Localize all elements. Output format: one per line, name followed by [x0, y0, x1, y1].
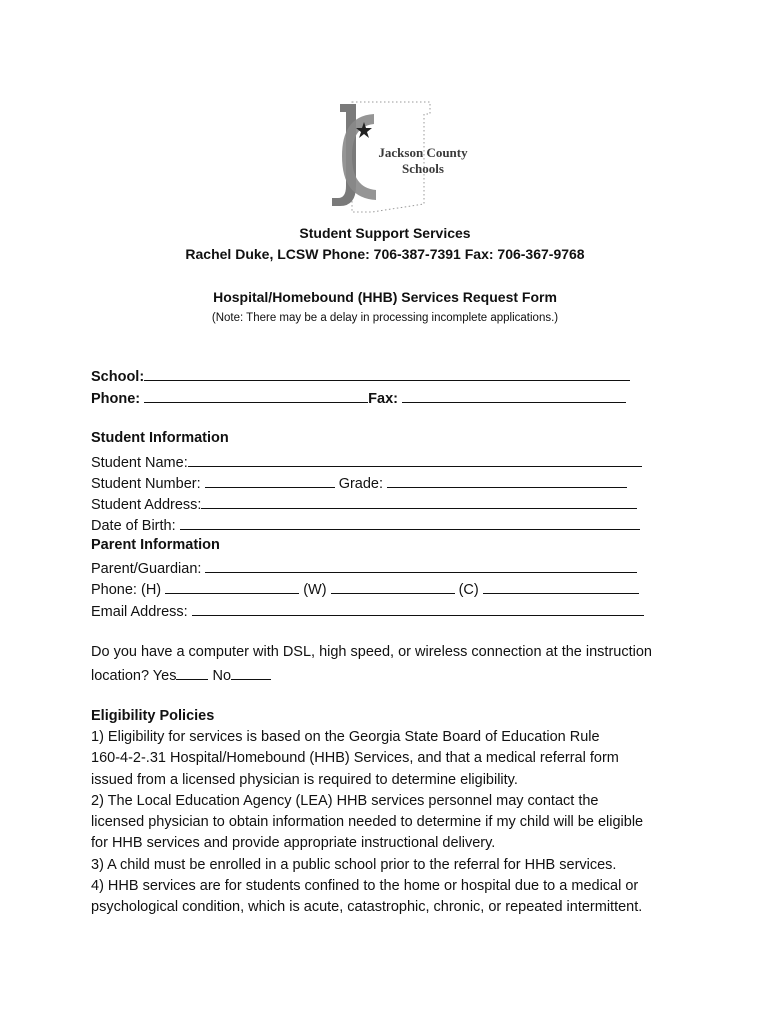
school-phone-row	[91, 388, 626, 407]
eligibility-line: licensed physician to obtain information needed to determine if my child will be eligible	[91, 814, 644, 831]
eligibility-line: issued from a licensed physician is required to determine eligibility.	[91, 771, 518, 788]
student-name-row	[91, 452, 642, 471]
logo-line-1: Jackson County	[378, 145, 468, 160]
school-fax-field[interactable]	[402, 388, 626, 403]
logo-line-2: Schools	[402, 161, 444, 176]
eligibility-line: 1) Eligibility for services is based on the Georgia State Board of Education Rule	[91, 729, 600, 745]
school-row	[91, 366, 630, 385]
logo-text	[378, 145, 468, 177]
student-number-label: Student Number:	[91, 476, 201, 492]
computer-question-line-2	[91, 665, 271, 684]
dob-label: Date of Birth:	[91, 518, 176, 534]
parent-info-heading: Parent Information	[91, 537, 220, 553]
home-phone-field[interactable]	[165, 579, 299, 594]
email-label: Email Address:	[91, 604, 188, 620]
no-field[interactable]	[231, 665, 271, 680]
eligibility-line: psychological condition, which is acute, catastrophic, chronic, or repeated intermittent.	[91, 899, 643, 916]
computer-question-yes-label: location? Yes	[91, 668, 177, 684]
school-fax-label: Fax:	[368, 391, 398, 407]
school-phone-label: Phone:	[91, 391, 141, 407]
yes-field[interactable]	[176, 665, 208, 680]
school-field[interactable]	[144, 366, 630, 381]
eligibility-line: 3) A child must be enrolled in a public school prior to the referral for HHB services.	[91, 856, 617, 873]
school-label: School:	[91, 369, 145, 385]
work-phone-field[interactable]	[331, 579, 455, 594]
email-field[interactable]	[192, 601, 644, 616]
work-phone-label: (W)	[303, 582, 327, 598]
dob-field[interactable]	[180, 515, 640, 530]
student-number-field[interactable]	[205, 473, 335, 488]
grade-field[interactable]	[387, 473, 627, 488]
dob-row	[91, 515, 640, 534]
student-info-heading: Student Information	[91, 430, 229, 446]
eligibility-policies	[91, 727, 691, 919]
eligibility-heading: Eligibility Policies	[91, 708, 215, 724]
student-address-field[interactable]	[201, 494, 637, 509]
department-heading: Student Support Services	[299, 225, 471, 241]
guardian-row	[91, 558, 637, 577]
eligibility-line: 160-4-2-.31 Hospital/Homebound (HHB) Services, and that a medical referral form	[91, 750, 619, 767]
contact-line: Rachel Duke, LCSW Phone: 706-387-7391 Fax: 706-367-9768	[185, 246, 585, 262]
cell-phone-label: (C)	[458, 582, 479, 598]
guardian-field[interactable]	[205, 558, 637, 573]
cell-phone-field[interactable]	[483, 579, 639, 594]
form-note: (Note: There may be a delay in processing incomplete applications.)	[211, 312, 559, 324]
eligibility-line: 2) The Local Education Agency (LEA) HHB services personnel may contact the	[91, 792, 599, 809]
student-number-row	[91, 473, 627, 492]
computer-question-no-label: No	[212, 668, 232, 684]
grade-label: Grade:	[338, 476, 384, 492]
student-name-label: Student Name:	[91, 455, 188, 471]
form-title: Hospital/Homebound (HHB) Services Request Form	[213, 289, 557, 305]
computer-question-line-1: Do you have a computer with DSL, high speed, or wireless connection at the instruction	[91, 644, 652, 660]
school-phone-field[interactable]	[144, 388, 368, 403]
home-phone-label: Phone: (H)	[91, 582, 162, 598]
eligibility-line: 4) HHB services are for students confined to the home or hospital due to a medical or	[91, 878, 639, 895]
student-address-row	[91, 494, 637, 513]
parent-phone-row	[91, 579, 639, 598]
email-row	[91, 601, 644, 620]
student-name-field[interactable]	[188, 452, 642, 467]
guardian-label: Parent/Guardian:	[91, 561, 202, 577]
student-address-label: Student Address:	[91, 497, 202, 513]
eligibility-line: for HHB services and provide appropriate instructional delivery.	[91, 835, 496, 852]
